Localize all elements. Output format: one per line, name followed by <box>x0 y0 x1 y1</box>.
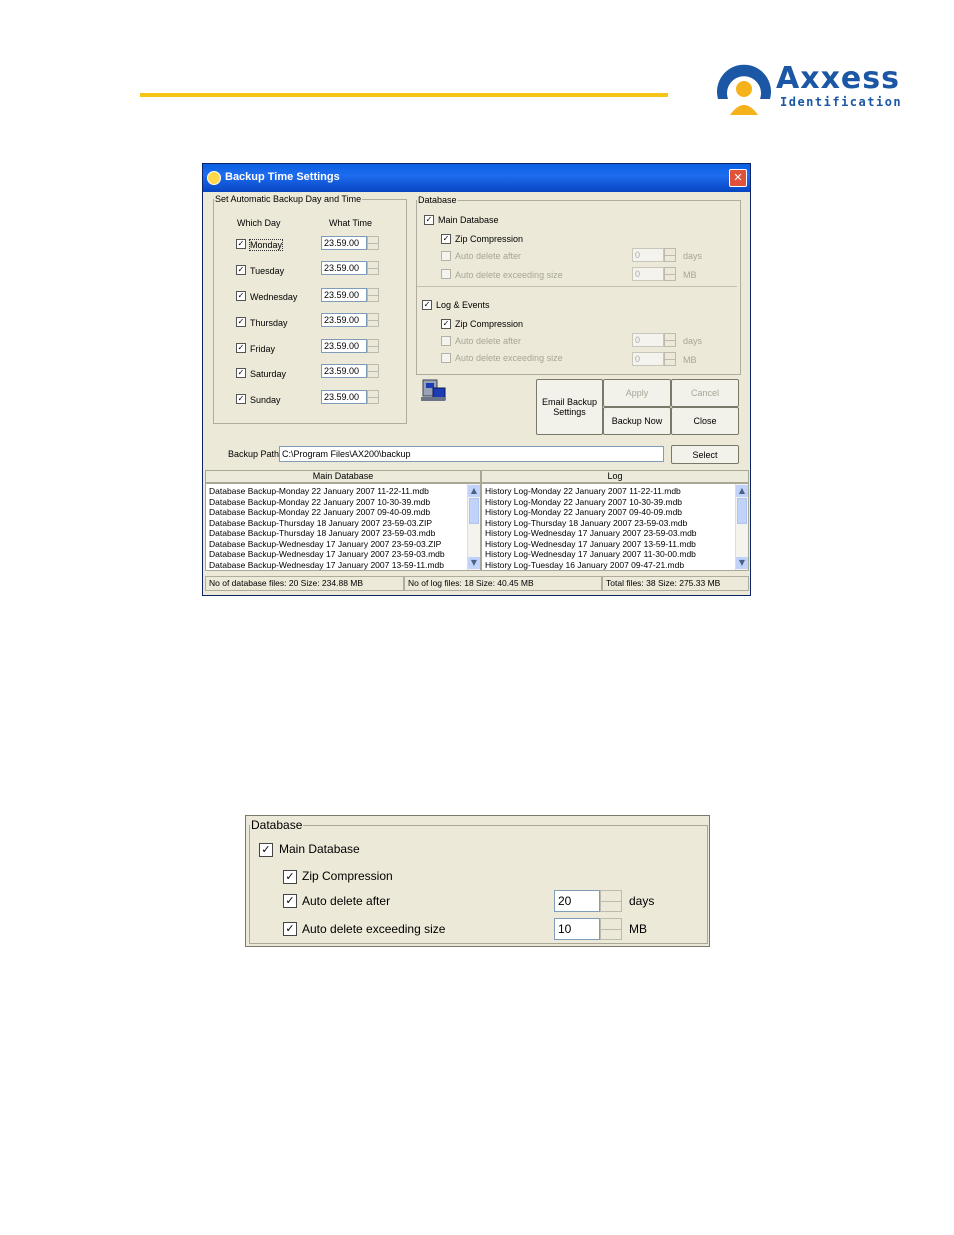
backup-path-label: Backup Path <box>228 449 280 459</box>
list-item[interactable]: Database Backup-Thursday 18 January 2007 23-59-03.ZIP <box>209 517 433 528</box>
backup-path-field[interactable]: C:\Program Files\AX200\backup <box>279 446 664 462</box>
zoom-main-database-label: Main Database <box>279 842 360 856</box>
zoom-zip-checkbox[interactable]: ✓ <box>283 870 297 884</box>
zoom-database-legend: Database <box>251 818 303 832</box>
main-size-checkbox[interactable] <box>441 269 451 279</box>
sunday-time-stepper[interactable] <box>367 390 379 404</box>
log-auto-delete-days-field[interactable]: 0 <box>632 333 664 347</box>
list-item[interactable]: History Log-Wednesday 17 January 2007 23-59-03.mdb <box>485 528 697 538</box>
zoom-mb-unit: MB <box>629 922 647 936</box>
log-size-checkbox[interactable] <box>441 353 451 363</box>
scroll-thumb[interactable] <box>469 498 479 524</box>
zoom-days-unit: days <box>629 894 655 908</box>
list-item[interactable]: Database Backup-Thursday 18 January 2007 23-59-03.mdb <box>209 528 436 538</box>
wednesday-time-field[interactable]: 23.59.00 <box>321 288 367 302</box>
saturday-label: Saturday <box>250 369 287 379</box>
thursday-time-field[interactable]: 23.59.00 <box>321 313 367 327</box>
scroll-down-icon[interactable]: ▼ <box>468 557 480 569</box>
main-database-checkbox[interactable]: ✓ <box>425 215 433 224</box>
main-size-stepper[interactable] <box>664 267 676 281</box>
sunday-checkbox[interactable]: ✓ <box>237 394 245 403</box>
zoom-zip-label: Zip Compression <box>302 869 393 883</box>
scroll-up-icon[interactable]: ▲ <box>736 485 748 497</box>
tuesday-label: Tuesday <box>250 266 285 276</box>
log-events-checkbox[interactable]: ✓ <box>423 300 431 309</box>
logo-wordmark: Axxess <box>776 61 900 96</box>
friday-checkbox[interactable]: ✓ <box>237 343 245 352</box>
which-day-header: Which Day <box>237 218 281 228</box>
main-size-field[interactable]: 0 <box>632 267 664 281</box>
log-size-label: Auto delete exceeding size <box>455 353 563 363</box>
monday-time-stepper[interactable] <box>367 236 379 250</box>
logo-subtitle: Identification <box>780 95 903 109</box>
email-backup-settings-button[interactable]: Email Backup Settings <box>536 379 603 435</box>
monday-time-field[interactable]: 23.59.00 <box>321 236 367 250</box>
zoom-auto-delete-days-field[interactable]: 20 <box>554 890 600 912</box>
zoom-auto-delete-label: Auto delete after <box>302 894 391 908</box>
list-item[interactable]: History Log-Tuesday 16 January 2007 09-47-21.mdb <box>485 559 685 570</box>
list-item[interactable]: Database Backup-Monday 22 January 2007 10-30-39.mdb <box>209 496 431 507</box>
thursday-time-stepper[interactable] <box>367 313 379 327</box>
friday-time-stepper[interactable] <box>367 339 379 353</box>
status-log-files: No of log files: 18 Size: 40.45 MB <box>404 576 602 591</box>
main-size-label: Auto delete exceeding size <box>455 270 563 280</box>
logo-person-icon <box>712 55 776 119</box>
list-item[interactable]: History Log-Monday 22 January 2007 10-30-39.mdb <box>485 496 683 507</box>
friday-time-field[interactable]: 23.59.00 <box>321 339 367 353</box>
title-bar[interactable] <box>203 164 750 192</box>
backup-now-button[interactable]: Backup Now <box>603 407 671 435</box>
close-button[interactable]: Close <box>671 407 739 435</box>
saturday-time-field[interactable]: 23.59.00 <box>321 364 367 378</box>
main-days-unit: days <box>683 251 703 261</box>
status-database-files: No of database files: 20 Size: 234.88 MB <box>205 576 404 591</box>
apply-button[interactable]: Apply <box>603 379 671 407</box>
database-legend: Database <box>418 195 457 205</box>
list-item[interactable]: History Log-Thursday 18 January 2007 23-59-03.mdb <box>485 517 688 528</box>
zoom-size-label: Auto delete exceeding size <box>302 922 446 936</box>
saturday-time-stepper[interactable] <box>367 364 379 378</box>
list-item[interactable]: History Log-Monday 22 January 2007 11-22-11.mdb <box>485 486 681 496</box>
backup-settings-window <box>202 163 751 596</box>
zoom-size-checkbox[interactable]: ✓ <box>283 922 297 936</box>
log-column-header[interactable]: Log <box>481 470 749 483</box>
log-size-stepper[interactable] <box>664 352 676 366</box>
list-item[interactable]: Database Backup-Monday 22 January 2007 11-22-11.mdb <box>209 486 429 496</box>
wednesday-checkbox[interactable]: ✓ <box>237 291 245 300</box>
log-days-unit: days <box>683 336 703 346</box>
list-item[interactable]: Database Backup-Monday 22 January 2007 09-40-09.mdb <box>209 507 431 517</box>
log-zip-checkbox[interactable]: ✓ <box>442 319 450 328</box>
what-time-header: What Time <box>329 218 373 228</box>
monday-checkbox[interactable]: ✓ <box>237 239 245 248</box>
main-database-label: Main Database <box>438 215 499 225</box>
log-size-field[interactable]: 0 <box>632 352 664 366</box>
main-auto-delete-label: Auto delete after <box>455 251 522 261</box>
log-mb-unit: MB <box>683 355 697 365</box>
main-auto-delete-days-field[interactable]: 0 <box>632 248 664 262</box>
list-item[interactable]: History Log-Wednesday 17 January 2007 11-30-00.mdb <box>485 549 696 559</box>
log-days-stepper[interactable] <box>664 333 676 347</box>
main-database-list[interactable] <box>205 483 481 571</box>
window-title: Backup Time Settings <box>225 171 340 183</box>
zoom-main-database-checkbox[interactable]: ✓ <box>259 843 273 857</box>
wednesday-label: Wednesday <box>250 292 298 302</box>
list-item[interactable]: History Log-Wednesday 17 January 2007 13-59-11.mdb <box>485 538 696 549</box>
database-divider <box>417 286 737 287</box>
zoom-auto-delete-checkbox[interactable]: ✓ <box>283 894 297 908</box>
log-list[interactable] <box>481 483 749 571</box>
thursday-checkbox[interactable]: ✓ <box>237 317 245 326</box>
scroll-thumb[interactable] <box>737 498 747 524</box>
scroll-up-icon[interactable]: ▲ <box>468 485 480 497</box>
log-auto-delete-checkbox[interactable] <box>441 336 451 346</box>
zoom-size-stepper[interactable] <box>600 918 622 940</box>
select-button[interactable]: Select <box>671 445 739 464</box>
axxess-logo <box>712 55 903 119</box>
log-list-scrollbar[interactable] <box>735 484 748 570</box>
tuesday-checkbox[interactable]: ✓ <box>237 265 245 274</box>
log-zip-label: Zip Compression <box>455 319 524 329</box>
backup-computer-icon <box>421 378 449 404</box>
wednesday-time-stepper[interactable] <box>367 288 379 302</box>
list-item[interactable]: History Log-Monday 22 January 2007 09-40-09.mdb <box>485 507 683 517</box>
friday-label: Friday <box>250 344 276 354</box>
header-accent-rule <box>140 93 668 97</box>
close-icon[interactable]: ✕ <box>729 169 747 187</box>
log-auto-delete-label: Auto delete after <box>455 336 522 346</box>
main-auto-delete-checkbox[interactable] <box>441 251 451 261</box>
sunday-label: Sunday <box>250 395 281 405</box>
cancel-button[interactable]: Cancel <box>671 379 739 407</box>
main-list-scrollbar[interactable] <box>467 484 480 570</box>
monday-label: Monday <box>250 240 283 250</box>
list-item[interactable]: Database Backup-Wednesday 17 January 2007 23-59-03.ZIP <box>209 538 442 549</box>
thursday-label: Thursday <box>250 318 288 328</box>
main-mb-unit: MB <box>683 270 697 280</box>
main-days-stepper[interactable] <box>664 248 676 262</box>
list-item[interactable]: Database Backup-Wednesday 17 January 2007 23-59-03.mdb <box>209 549 445 559</box>
log-events-label: Log & Events <box>436 300 490 310</box>
sunday-time-field[interactable]: 23.59.00 <box>321 390 367 404</box>
saturday-checkbox[interactable]: ✓ <box>237 368 245 377</box>
database-zoom-panel <box>245 815 710 947</box>
zoom-size-field[interactable]: 10 <box>554 918 600 940</box>
zoom-days-stepper[interactable] <box>600 890 622 912</box>
status-total-files: Total files: 38 Size: 275.33 MB <box>602 576 749 591</box>
scroll-down-icon[interactable]: ▼ <box>736 557 748 569</box>
tuesday-time-stepper[interactable] <box>367 261 379 275</box>
app-icon <box>207 171 221 185</box>
main-database-column-header[interactable]: Main Database <box>205 470 481 483</box>
list-item[interactable]: Database Backup-Wednesday 17 January 2007 13-59-11.mdb <box>209 559 445 570</box>
schedule-legend: Set Automatic Backup Day and Time <box>215 194 362 204</box>
tuesday-time-field[interactable]: 23.59.00 <box>321 261 367 275</box>
main-zip-label: Zip Compression <box>455 234 524 244</box>
main-zip-checkbox[interactable]: ✓ <box>442 234 450 243</box>
